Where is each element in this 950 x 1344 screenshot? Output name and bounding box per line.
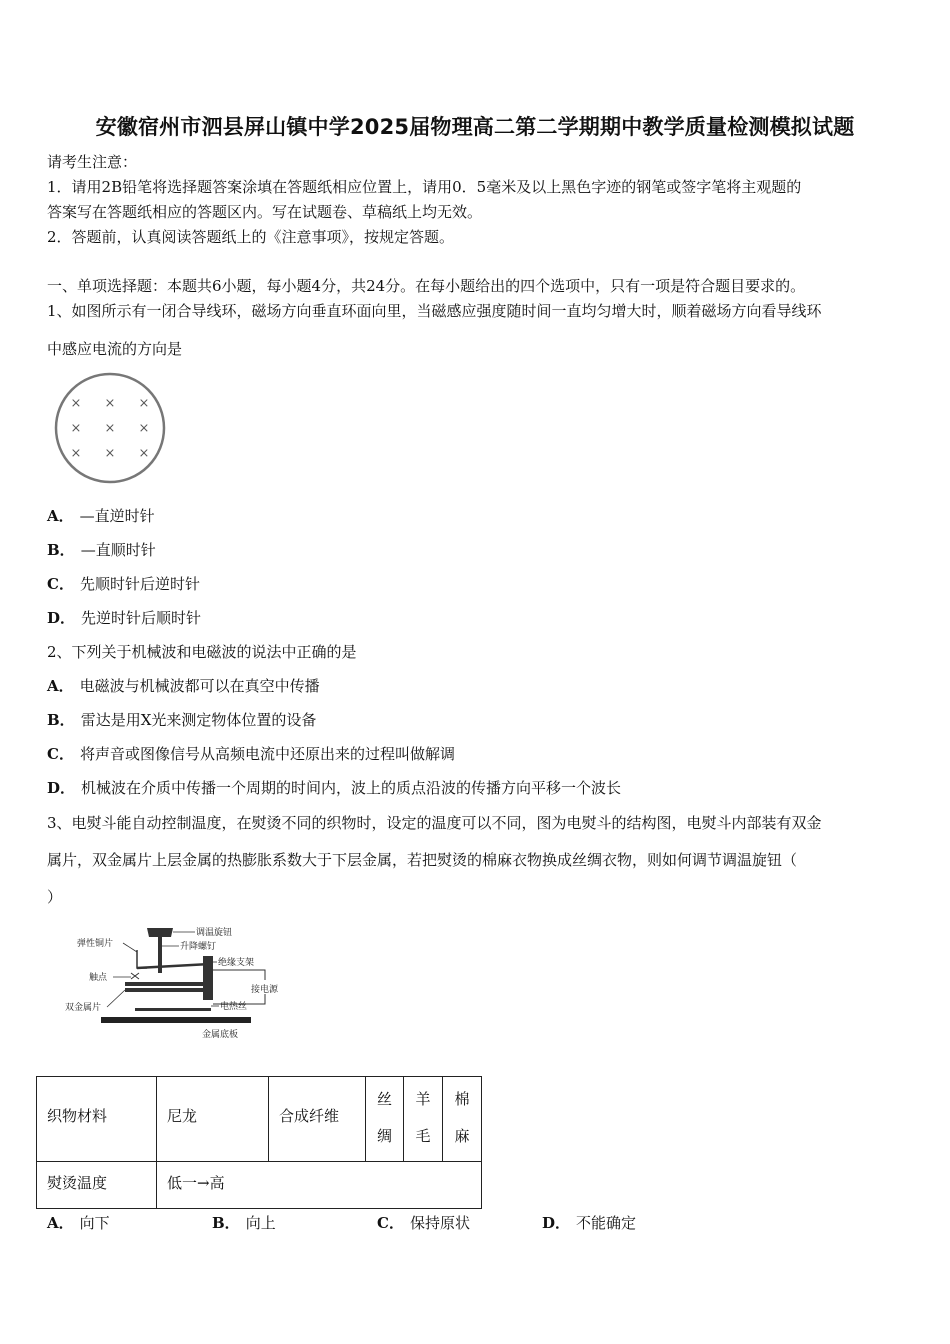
label-knob: 调温旋钮 <box>196 928 233 938</box>
question-1-option-d[interactable]: D． 先逆时针后顺时针 <box>47 609 202 627</box>
table-cell-temperature-label: 熨烫温度 <box>47 1174 108 1192</box>
bimetal-strip <box>125 988 211 992</box>
field-cross: × <box>104 446 116 461</box>
question-1-option-b[interactable]: B． —直顺时针 <box>47 541 156 559</box>
notice-heading: 请考生注意： <box>47 153 138 171</box>
table-row <box>37 1162 482 1209</box>
question-3-option-a[interactable]: A． 向下 <box>47 1214 110 1232</box>
spring-strip <box>137 964 210 968</box>
metal-base-plate <box>101 1017 251 1023</box>
page-title: 安徽宿州市泗县屏山镇中学2025届物理高二第二学期期中教学质量检测模拟试题 <box>95 115 855 139</box>
label-heater: 电热丝 <box>220 1002 248 1012</box>
label-screw: 升降螺钉 <box>180 942 217 952</box>
table-cell-cotton-1: 棉 <box>454 1090 470 1108</box>
table-row <box>37 1077 482 1162</box>
question-1-stem-line-1: 1、如图所示有一闭合导线环，磁场方向垂直环面向里，当磁感应强度随时间一直均匀增大时，顺着磁场方向看导线环 <box>47 302 822 320</box>
field-cross: × <box>70 421 82 436</box>
support-shape <box>203 956 213 1000</box>
electric-iron-diagram <box>55 922 295 1042</box>
field-cross: × <box>104 421 116 436</box>
question-3-option-d[interactable]: D． 不能确定 <box>542 1214 637 1232</box>
label-power: 接电源 <box>251 985 279 995</box>
knob-shape <box>147 928 173 937</box>
question-3-option-c[interactable]: C． 保持原状 <box>377 1214 470 1232</box>
label-spring: 弹性铜片 <box>77 939 114 949</box>
table-cell-nylon: 尼龙 <box>167 1107 198 1125</box>
notice-item-1-line-1: 1．请用2B铅笔将选择题答案涂填在答题纸相应位置上，请用0．5毫米及以上黑色字迹的钢笔或签字笔将主观题的 <box>47 178 802 196</box>
question-2-option-d[interactable]: D． 机械波在介质中传播一个周期的时间内，波上的质点沿波的传播方向平移一个波长 <box>47 779 622 797</box>
question-1-option-c[interactable]: C． 先顺时针后逆时针 <box>47 575 200 593</box>
notice-item-2: 2．答题前，认真阅读答题纸上的《注意事项》，按规定答题。 <box>47 228 455 246</box>
question-2-stem: 2、下列关于机械波和电磁波的说法中正确的是 <box>47 643 357 661</box>
question-2-option-c[interactable]: C． 将声音或图像信号从高频电流中还原出来的过程叫做解调 <box>47 745 455 763</box>
magnetic-field-ring-diagram <box>52 370 168 486</box>
question-1-stem-line-2: 中感应电流的方向是 <box>47 340 183 358</box>
question-2-option-a[interactable]: A． 电磁波与机械波都可以在真空中传播 <box>47 677 320 695</box>
field-cross: × <box>138 446 150 461</box>
field-cross: × <box>138 421 150 436</box>
table-cell-temperature-value: 低一→高 <box>167 1174 225 1192</box>
table-cell-cotton-2: 麻 <box>454 1127 470 1145</box>
label-contact: 触点 <box>89 973 108 983</box>
table-cell-wool-1: 羊 <box>415 1090 431 1108</box>
question-2-option-b[interactable]: B． 雷达是用X光来测定物体位置的设备 <box>47 711 317 729</box>
label-support: 绝缘支架 <box>218 958 255 968</box>
field-cross: × <box>138 396 150 411</box>
notice-item-1-line-2: 答案写在答题纸相应的答题区内。写在试题卷、草稿纸上均无效。 <box>47 203 483 221</box>
table-cell-synthetic: 合成纤维 <box>279 1107 340 1125</box>
heater-wire <box>135 1008 211 1011</box>
section-heading: 一、单项选择题：本题共6小题，每小题4分，共24分。在每小题给出的四个选项中，只有一项是符合题目要求的。 <box>47 277 806 295</box>
question-1-option-a[interactable]: A． —直逆时针 <box>47 507 155 525</box>
table-cell-wool-2: 毛 <box>415 1127 431 1145</box>
field-cross: × <box>104 396 116 411</box>
table-cell-silk-1: 丝 <box>376 1090 392 1108</box>
table-cell-silk-2: 绸 <box>376 1127 392 1145</box>
label-bimetal: 双金属片 <box>65 1003 102 1013</box>
question-3-option-b[interactable]: B． 向上 <box>212 1214 276 1232</box>
question-3-stem-line-2: 属片，双金属片上层金属的热膨胀系数大于下层金属，若把熨烫的棉麻衣物换成丝绸衣物，则如何调节调温旋钮（ <box>47 851 798 869</box>
question-3-stem-line-1: 3、电熨斗能自动控制温度，在熨烫不同的织物时，设定的温度可以不同，图为电熨斗的结构图，电熨斗内部装有双金 <box>47 814 822 832</box>
field-cross: × <box>70 396 82 411</box>
field-cross: × <box>70 446 82 461</box>
fabric-temperature-table <box>36 1076 482 1209</box>
question-3-stem-line-3: ） <box>47 888 63 906</box>
label-base: 金属底板 <box>202 1030 239 1040</box>
table-cell-material-label: 织物材料 <box>47 1107 108 1125</box>
